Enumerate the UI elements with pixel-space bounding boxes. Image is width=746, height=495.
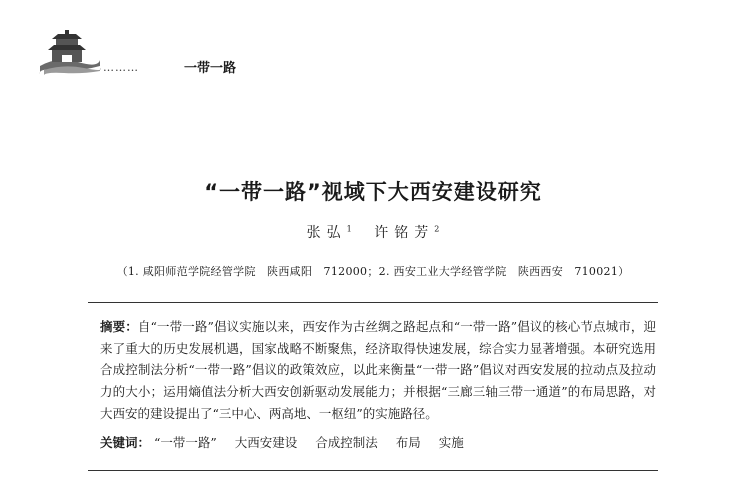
section-label: 一带一路 (184, 61, 237, 76)
keyword-item: 实施 (438, 435, 464, 450)
city-gate-logo-icon (38, 26, 102, 78)
divider-top (88, 302, 658, 303)
page-header (38, 26, 238, 86)
author-1-sup: 1 (346, 224, 352, 234)
header-dots: ……… (103, 61, 139, 74)
keyword-item: 大西安建设 (234, 435, 298, 450)
author-2-sup: 2 (434, 224, 440, 234)
keywords (100, 433, 656, 451)
keyword-item: 合成控制法 (315, 435, 378, 450)
article-title: “一带一路”视域下大西安建设研究 (204, 180, 542, 204)
keyword-item: “一带一路” (154, 435, 217, 450)
keyword-item: 布局 (395, 435, 421, 450)
keywords-label: 关键词： (100, 435, 151, 450)
abstract-label: 摘要： (100, 319, 138, 334)
author-2-name: 许铭芳 (374, 225, 435, 241)
author-2 (374, 225, 439, 241)
divider-bottom (88, 470, 658, 471)
author-1-name: 张弘 (306, 225, 347, 241)
author-list (0, 222, 746, 242)
author-1 (307, 225, 352, 241)
abstract (100, 316, 656, 425)
affiliation: （1. 咸阳师范学院经管学院 陕西咸阳 712000；2. 西安工业大学经管学院 陕西西安 710021） (116, 265, 630, 278)
abstract-text: 自“一带一路”倡议实施以来，西安作为古丝绸之路起点和“一带一路”倡议的核心节点城市，迎来了重大的历史发展机遇，国家战略不断聚焦，经济取得快速发展，综合实力显著增强。本研究选用合成控制法分析“一带一路”倡议的政策效应，以此来衡量“一带一路”倡议对西安发展的拉动点及拉动力的大小；运用熵值法分析大西安创新驱动发展能力；并根据“三廊三轴三带一通道”的布局思路，对大西安的建设提出了“三中心、两高地、一枢纽”的实施路径。 (100, 319, 656, 421)
